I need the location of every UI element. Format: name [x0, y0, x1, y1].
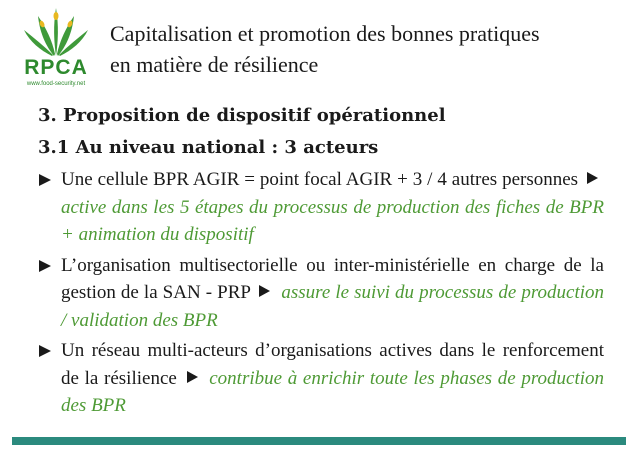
bullet-highlight: active dans les 5 étapes du processus de production des fiches de BPR + animation du dispositif [61, 196, 604, 245]
play-arrow-icon [259, 285, 270, 297]
bullet-item-reseau [38, 337, 604, 420]
bullet-arrow-icon [39, 174, 51, 186]
section-subheading: 3.1 Au niveau national : 3 acteurs [38, 137, 379, 158]
bullet-text: Un réseau multi-acteurs d’organisations actives dans le renforcement de la résilience [61, 340, 604, 389]
bullet-arrow-icon [39, 345, 51, 357]
title-line-2: en matière de résilience [110, 52, 319, 77]
bullet-highlight: contribue à enrichir toute les phases de production des BPR [61, 367, 605, 416]
bullet-item-organisation [38, 252, 604, 335]
logo-url: www.food-security.net [26, 81, 86, 87]
bullet-item-cellule [38, 166, 604, 249]
section-heading: 3. Proposition de dispositif opérationnel [38, 105, 446, 126]
bullet-text: L’organisation multisectorielle ou inter-ministérielle en charge de la gestion de la SAN - PRP [61, 254, 604, 303]
title-line-1: Capitalisation et promotion des bonnes pratiques [110, 21, 540, 46]
logo-text: RPCA [24, 56, 88, 79]
slide-title [110, 18, 630, 80]
wheat-sprout-icon [20, 6, 92, 58]
slide-content [38, 100, 604, 420]
play-arrow-icon [187, 371, 198, 383]
bullet-arrow-icon [39, 260, 51, 272]
rpca-logo [20, 6, 92, 98]
footer-bar [12, 437, 626, 445]
play-arrow-icon [587, 172, 598, 184]
bullet-text: Une cellule BPR AGIR = point focal AGIR + 3 / 4 autres personnes [61, 169, 579, 190]
bullet-highlight: assure le suivi du processus de production / validation des BPR [61, 282, 605, 331]
